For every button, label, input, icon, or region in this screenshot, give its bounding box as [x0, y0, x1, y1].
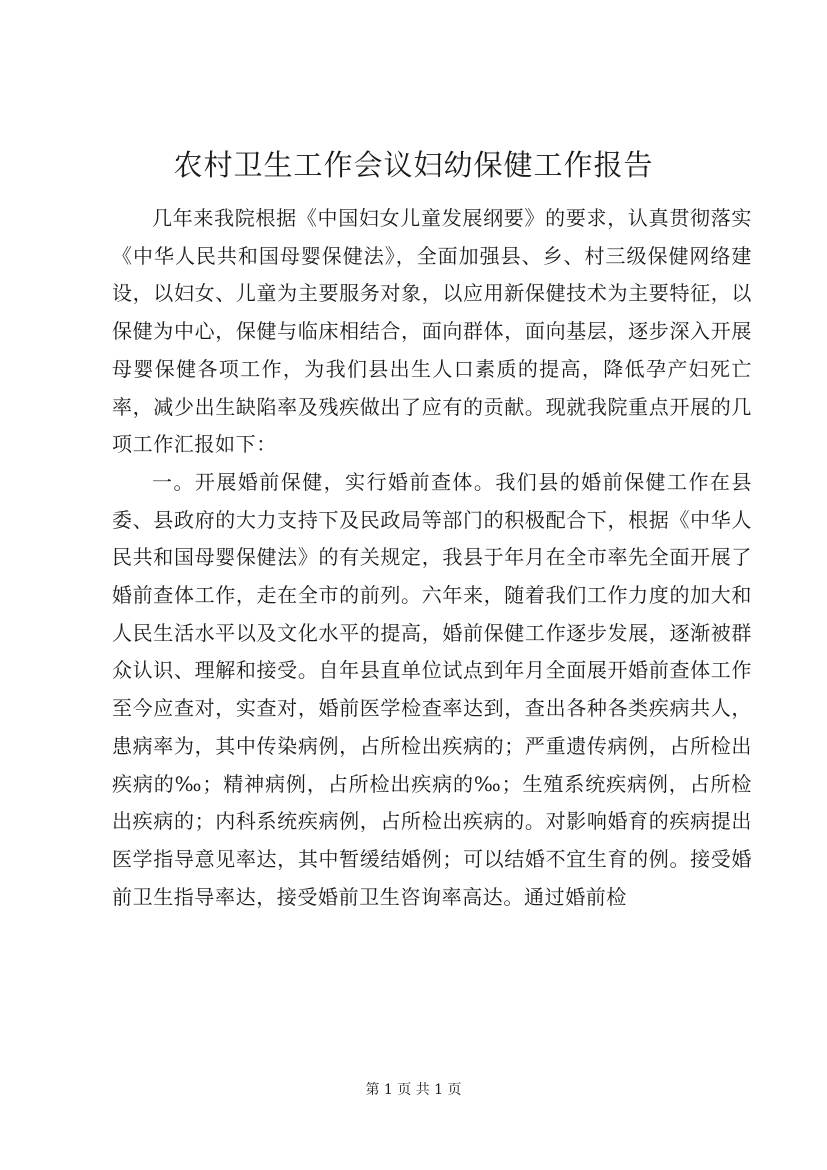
- document-body: [112, 200, 752, 916]
- page-footer: 第 1 页 共 1 页: [365, 1082, 462, 1098]
- paragraph-premarital-care: 一。开展婚前保健，实行婚前查体。我们县的婚前保健工作在县委、县政府的大力支持下及民政局等部门的积极配合下，根据《中华人民共和国母婴保健法》的有关规定，我县于年月在全市率先全面开展了婚前查体工作，走在全市的前列。六年来，随着我们工作力度的加大和人民生活水平以及文化水平的提高，婚前保健工作逐步发展，逐渐被群众认识、理解和接受。自年县直单位试点到年月全面展开婚前查体工作至今应查对，实查对，婚前医学检查率达到，查出各种各类疾病共人，患病率为，其中传染病例，占所检出疾病的；严重遗传病例，占所检出疾病的‰；精神病例，占所检出疾病的‰；生殖系统疾病例，占所检出疾病的；内科系统疾病例，占所检出疾病的。对影响婚育的疾病提出医学指导意见率达，其中暂缓结婚例；可以结婚不宜生育的例。接受婚前卫生指导率达，接受婚前卫生咨询率高达。通过婚前检: [112, 469, 752, 909]
- document-title: 农村卫生工作会议妇幼保健工作报告: [173, 148, 654, 182]
- paragraph-intro: 几年来我院根据《中国妇女儿童发展纲要》的要求，认真贯彻落实《中华人民共和国母婴保健法》，全面加强县、乡、村三级保健网络建设，以妇女、儿童为主要服务对象，以应用新保健技术为主要特征，以保健为中心，保健与临床相结合，面向群体，面向基层，逐步深入开展母婴保健各项工作，为我们县出生人口素质的提高，降低孕产妇死亡率，减少出生缺陷率及残疾做出了应有的贡献。现就我院重点开展的几项工作汇报如下：: [112, 206, 752, 457]
